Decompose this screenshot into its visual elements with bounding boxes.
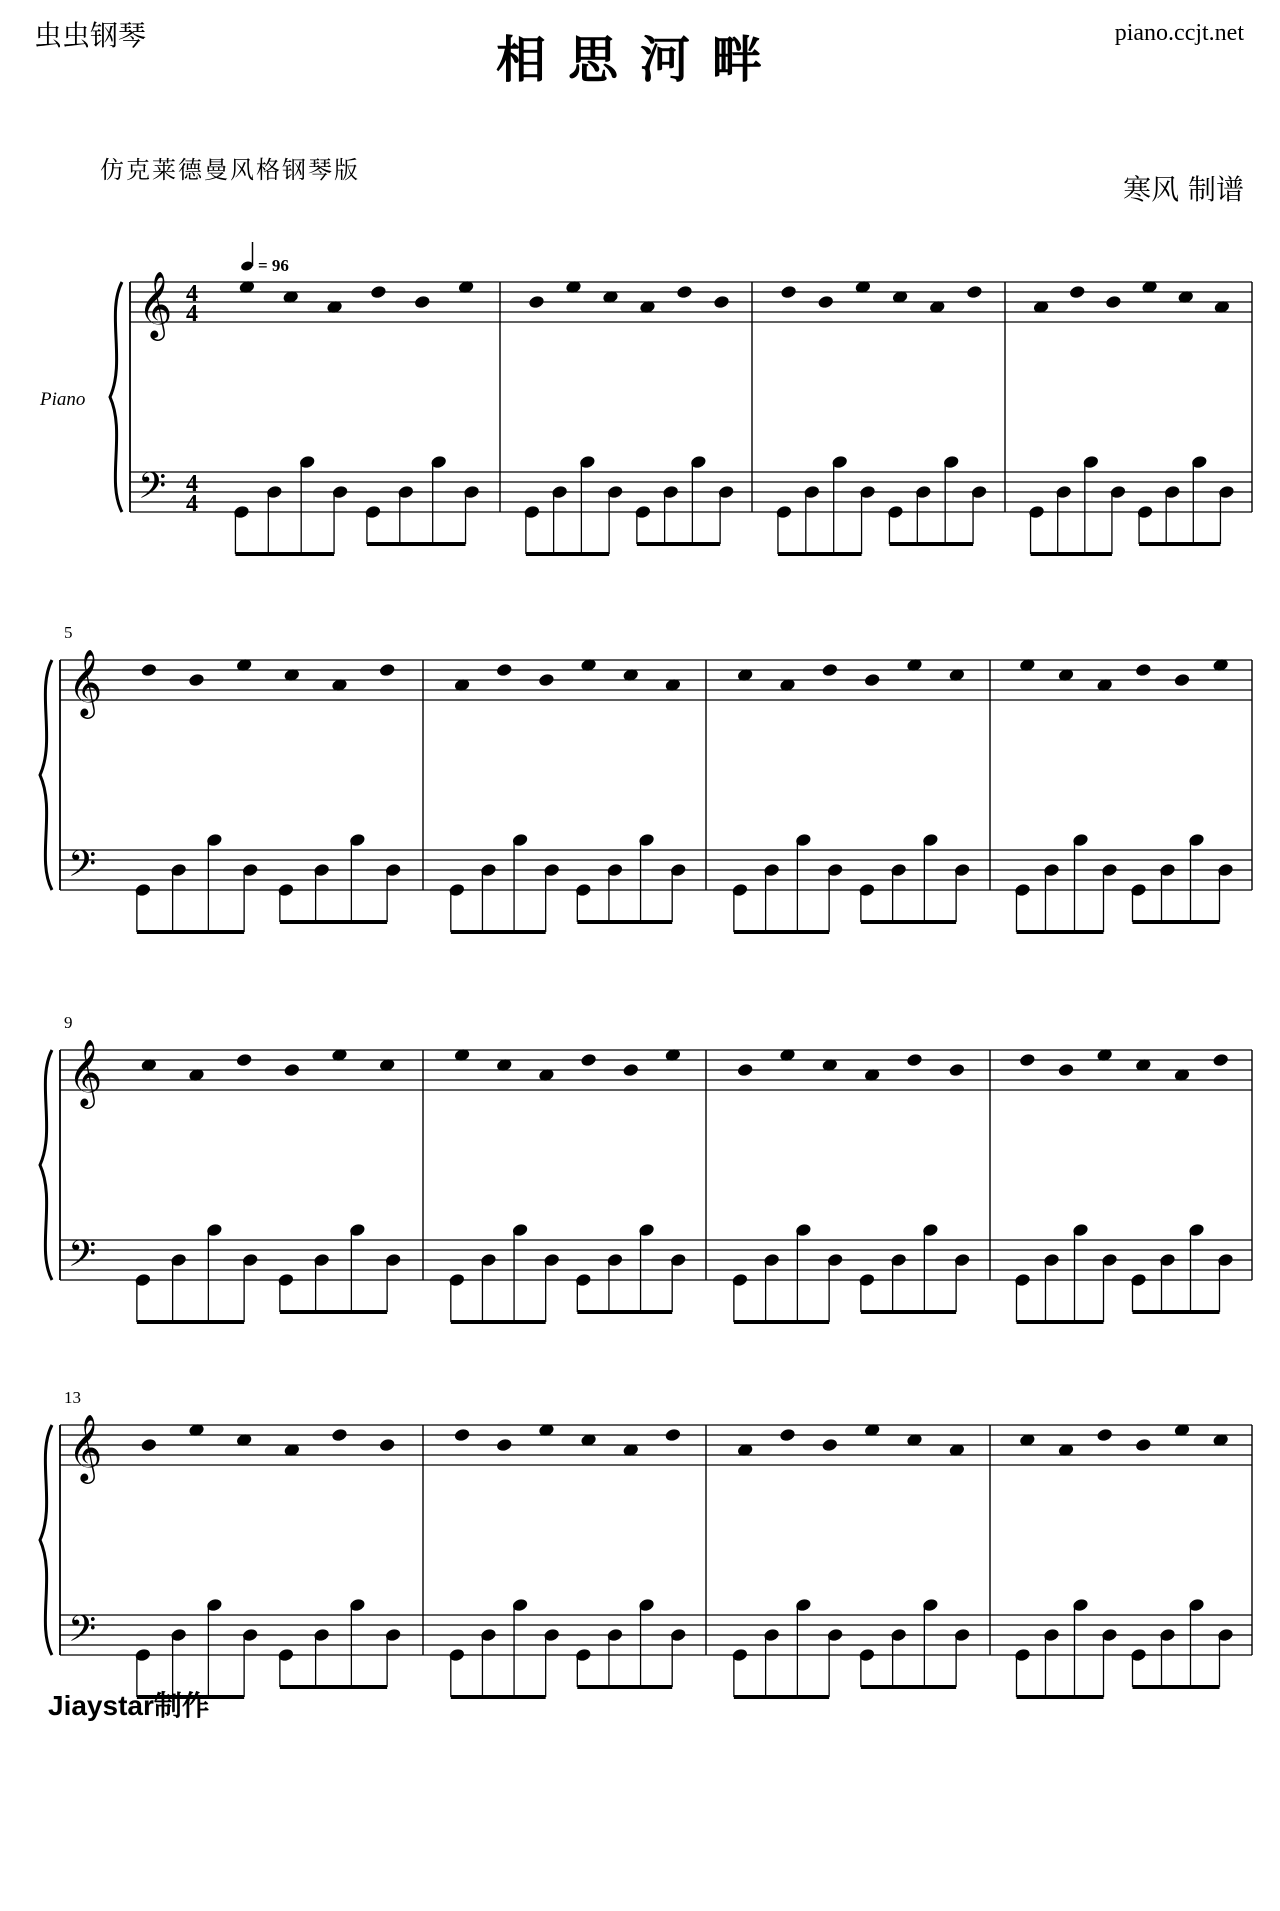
arranger-credit: 寒风 制谱 [1123,173,1244,206]
note-head [781,285,796,298]
time-signature-beats: 4 [186,471,198,497]
note-head [1058,1063,1073,1076]
note-head [141,663,156,676]
time-signature-unit: 4 [186,491,198,517]
note-head [581,1053,596,1066]
treble-clef-icon: 𝄞 [68,650,103,715]
measure-number: 9 [64,1013,73,1032]
note-head [497,663,512,676]
brace [110,282,122,512]
brace [40,1425,52,1655]
note-head [332,1428,347,1441]
note-head [822,1438,837,1451]
note-head [371,285,386,298]
treble-clef-icon: 𝄞 [138,272,173,337]
maker-credit: Jiaystar制作 [48,1690,210,1721]
music-system [39,242,1252,554]
note-head [864,673,879,686]
bass-clef-icon: 𝄢 [68,844,97,893]
song-subtitle: 仿克莱德曼风格钢琴版 [100,156,360,184]
note-head [822,663,837,676]
note-head [737,1063,752,1076]
bass-clef-icon: 𝄢 [138,466,167,515]
note-head [818,295,833,308]
note-head [714,295,729,308]
time-signature-unit: 4 [186,301,198,327]
note-head [967,285,982,298]
note-head [665,1428,680,1441]
music-system [40,1013,1252,1322]
music-system [40,623,1252,932]
note-head [1070,285,1085,298]
note-head [623,1063,638,1076]
treble-clef-icon: 𝄞 [68,1415,103,1480]
music-system [40,1388,1252,1697]
treble-clef-icon: 𝄞 [68,1040,103,1105]
note-head [454,1428,469,1441]
note-head [907,1053,922,1066]
tempo-marking: = 96 [258,256,289,275]
note-head [529,295,544,308]
note-head [1136,1438,1151,1451]
note-head [379,1438,394,1451]
note-head [415,295,430,308]
note-head [141,1438,156,1451]
note-head [1097,1428,1112,1441]
time-signature-beats: 4 [186,281,198,307]
measure-number: 5 [64,623,73,642]
note-head [284,1063,299,1076]
note-head [1020,1053,1035,1066]
bass-clef-icon: 𝄢 [68,1609,97,1658]
note-head [949,1063,964,1076]
note-head [379,663,394,676]
note-head [189,673,204,686]
measure-number: 13 [64,1388,81,1407]
note-head [1106,295,1121,308]
note-head [539,673,554,686]
note-head [236,1053,251,1066]
note-head [1174,673,1189,686]
note-head [677,285,692,298]
instrument-label: Piano [40,389,86,410]
brand-label: 虫虫钢琴 [34,19,147,52]
note-head [780,1428,795,1441]
song-title: 相思河畔 [496,30,784,89]
note-head [1213,1053,1228,1066]
brace [40,1050,52,1280]
note-head [1136,663,1151,676]
site-url: piano.ccjt.net [1114,20,1244,46]
bass-clef-icon: 𝄢 [68,1234,97,1283]
note-head [497,1438,512,1451]
brace [40,660,52,890]
